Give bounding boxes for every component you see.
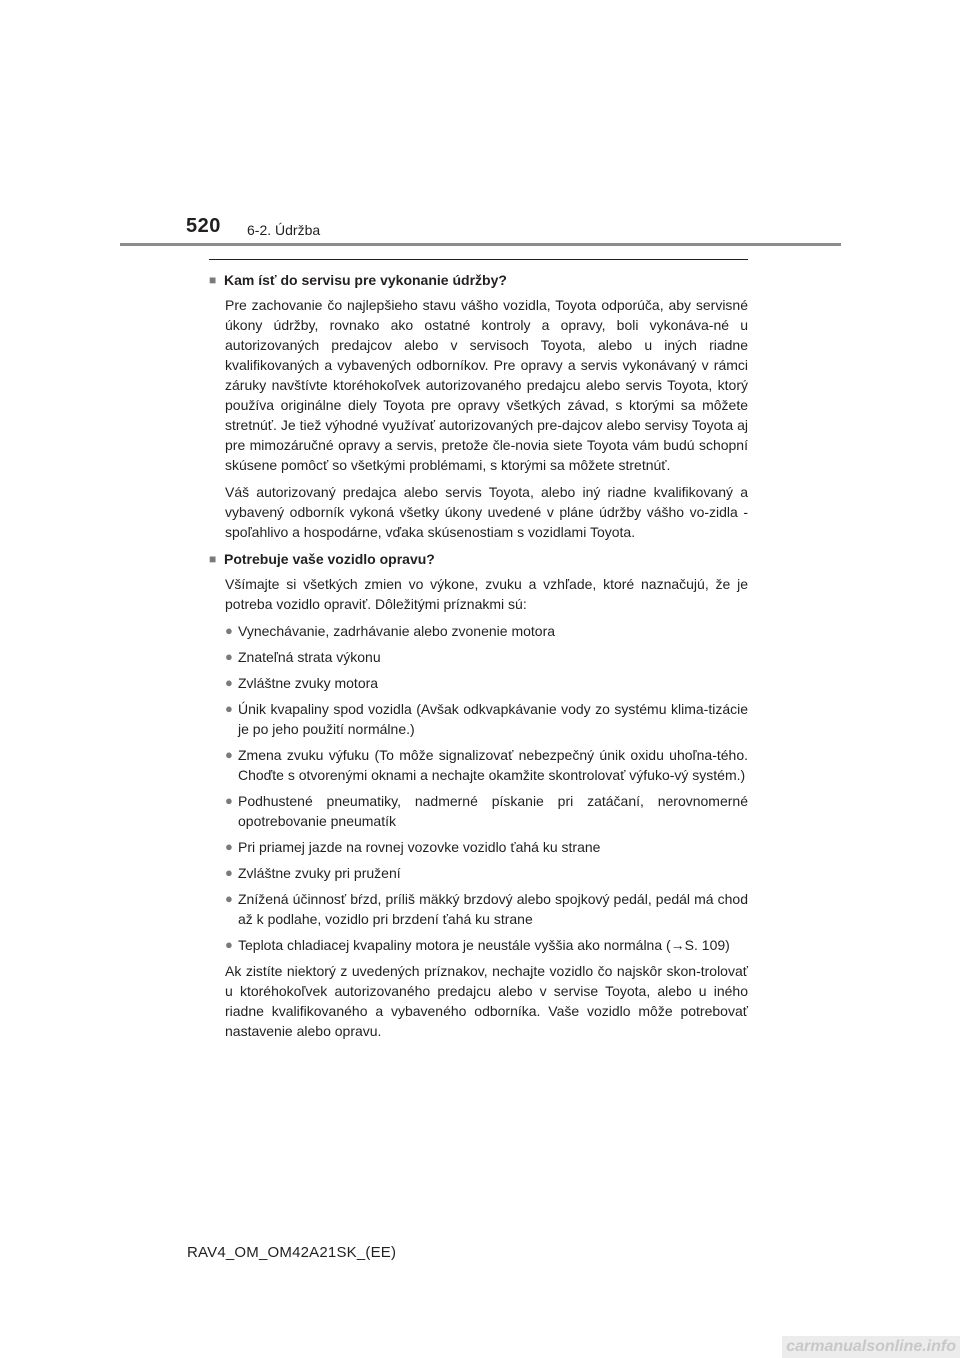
paragraph: Váš autorizovaný predajca alebo servis Toyota, alebo iný riadne kvalifikovaný a vybavený odborník vykoná všetky úkony uvedené v pláne údržby vášho vo-zidla - spoľahlivo a hospodárne, vďaka skúsenostiam s vozidlami Toyota. [225, 484, 748, 540]
list-item-text: Znateľná strata výkonu [238, 649, 381, 665]
section-heading-text: Potrebuje vaše vozidlo opravu? [224, 551, 435, 567]
list-item [225, 837, 748, 857]
circle-bullet-icon: ● [225, 793, 233, 808]
paragraph: Ak zistíte niektorý z uvedených príznakov, nechajte vozidlo čo najskôr skon-trolovať u ktoréhokoľvek autorizovaného predajcu alebo v servise Toyota, alebo u iného riadne kvalifikovaného a vybaveného odborníka. Vaše vozidlo môže potrebovať nastavenie alebo opravu. [225, 963, 748, 1039]
paragraph: Pre zachovanie čo najlepšieho stavu vášho vozidla, Toyota odporúča, aby servisné úkony údržby, rovnako ako ostatné kontroly a opravy, boli vykonáva-né u autorizovaných predajcov alebo v servisoch Toyota, alebo u iných riadne kvalifikovaných a vybavených odborníkov. Pre opravy a servis vykonávaný v rámci záruky navštívte ktoréhokoľvek autorizovaného predajcu alebo servis Toyota, ktorý používa originálne diely Toyota pre opravy všetkých závad, s ktorými sa môžete stretnúť. Je tiež výhodné využívať autorizovaných pre-dajcov alebo servisy Toyota aj pre mimozáručné opravy a servis, pretože čle-novia siete Toyota vám budú schopní skúsene pomôcť so všetkými problémami, s ktorými sa môžete stretnúť. [225, 297, 748, 473]
list-item-text: Únik kvapaliny spod vozidla (Avšak odkvapkávanie vody zo systému klima-tizácie je po jeho použití normálne.) [238, 701, 748, 737]
list-item-text: Vynechávanie, zadrhávanie alebo zvonenie motora [238, 623, 556, 639]
circle-bullet-icon: ● [225, 701, 233, 716]
content-top-divider [209, 259, 748, 260]
watermark: carmanualsonline.info [782, 1336, 960, 1358]
list-item-text: Zvláštne zvuky pri pružení [238, 865, 401, 881]
content-area [209, 259, 748, 1048]
list-item [225, 863, 748, 883]
list-item [225, 673, 748, 693]
list-item [225, 699, 748, 739]
header-divider [120, 243, 841, 246]
document-code: RAV4_OM_OM42A21SK_(EE) [187, 1244, 397, 1261]
list-item [225, 935, 748, 955]
circle-bullet-icon: ● [225, 649, 233, 664]
circle-bullet-icon: ● [225, 891, 233, 906]
list-item [225, 621, 748, 641]
circle-bullet-icon: ● [225, 865, 233, 880]
circle-bullet-icon: ● [225, 839, 233, 854]
list-item [225, 647, 748, 667]
list-item-text: Pri priamej jazde na rovnej vozovke vozidlo ťahá ku strane [238, 839, 601, 855]
square-bullet-icon: ■ [209, 273, 217, 287]
section-heading [209, 549, 748, 569]
list-item-text: Zmena zvuku výfuku (To môže signalizovať nebezpečný únik oxidu uhoľna-tého. Choďte s otvorenými oknami a nechajte okamžite skontrolovať výfuko-vý systém.) [238, 747, 748, 783]
list-item [225, 791, 748, 831]
circle-bullet-icon: ● [225, 937, 233, 952]
section-heading [209, 270, 748, 290]
list-item-text: Teplota chladiacej kvapaliny motora je neustále vyššia ako normálna (→S. 109) [238, 937, 730, 953]
list-item [225, 889, 748, 929]
paragraph: Všímajte si všetkých zmien vo výkone, zvuku a vzhľade, ktoré naznačujú, že je potreba vozidlo opraviť. Dôležitými príznakmi sú: [225, 576, 748, 612]
circle-bullet-icon: ● [225, 623, 233, 638]
section-heading-text: Kam ísť do servisu pre vykonanie údržby? [224, 272, 507, 288]
page-number: 520 [186, 215, 221, 237]
circle-bullet-icon: ● [225, 675, 233, 690]
square-bullet-icon: ■ [209, 552, 217, 566]
circle-bullet-icon: ● [225, 747, 233, 762]
list-item-text: Znížená účinnosť bŕzd, príliš mäkký brzdový alebo spojkový pedál, pedál má chod až k podlahe, vozidlo pri brzdení ťahá ku strane [238, 891, 748, 927]
list-item [225, 745, 748, 785]
list-item-text: Zvláštne zvuky motora [238, 675, 379, 691]
section-title: 6-2. Údržba [247, 222, 321, 238]
list-item-text: Podhustené pneumatiky, nadmerné pískanie pri zatáčaní, nerovnomerné opotrebovanie pneumatík [238, 793, 748, 829]
